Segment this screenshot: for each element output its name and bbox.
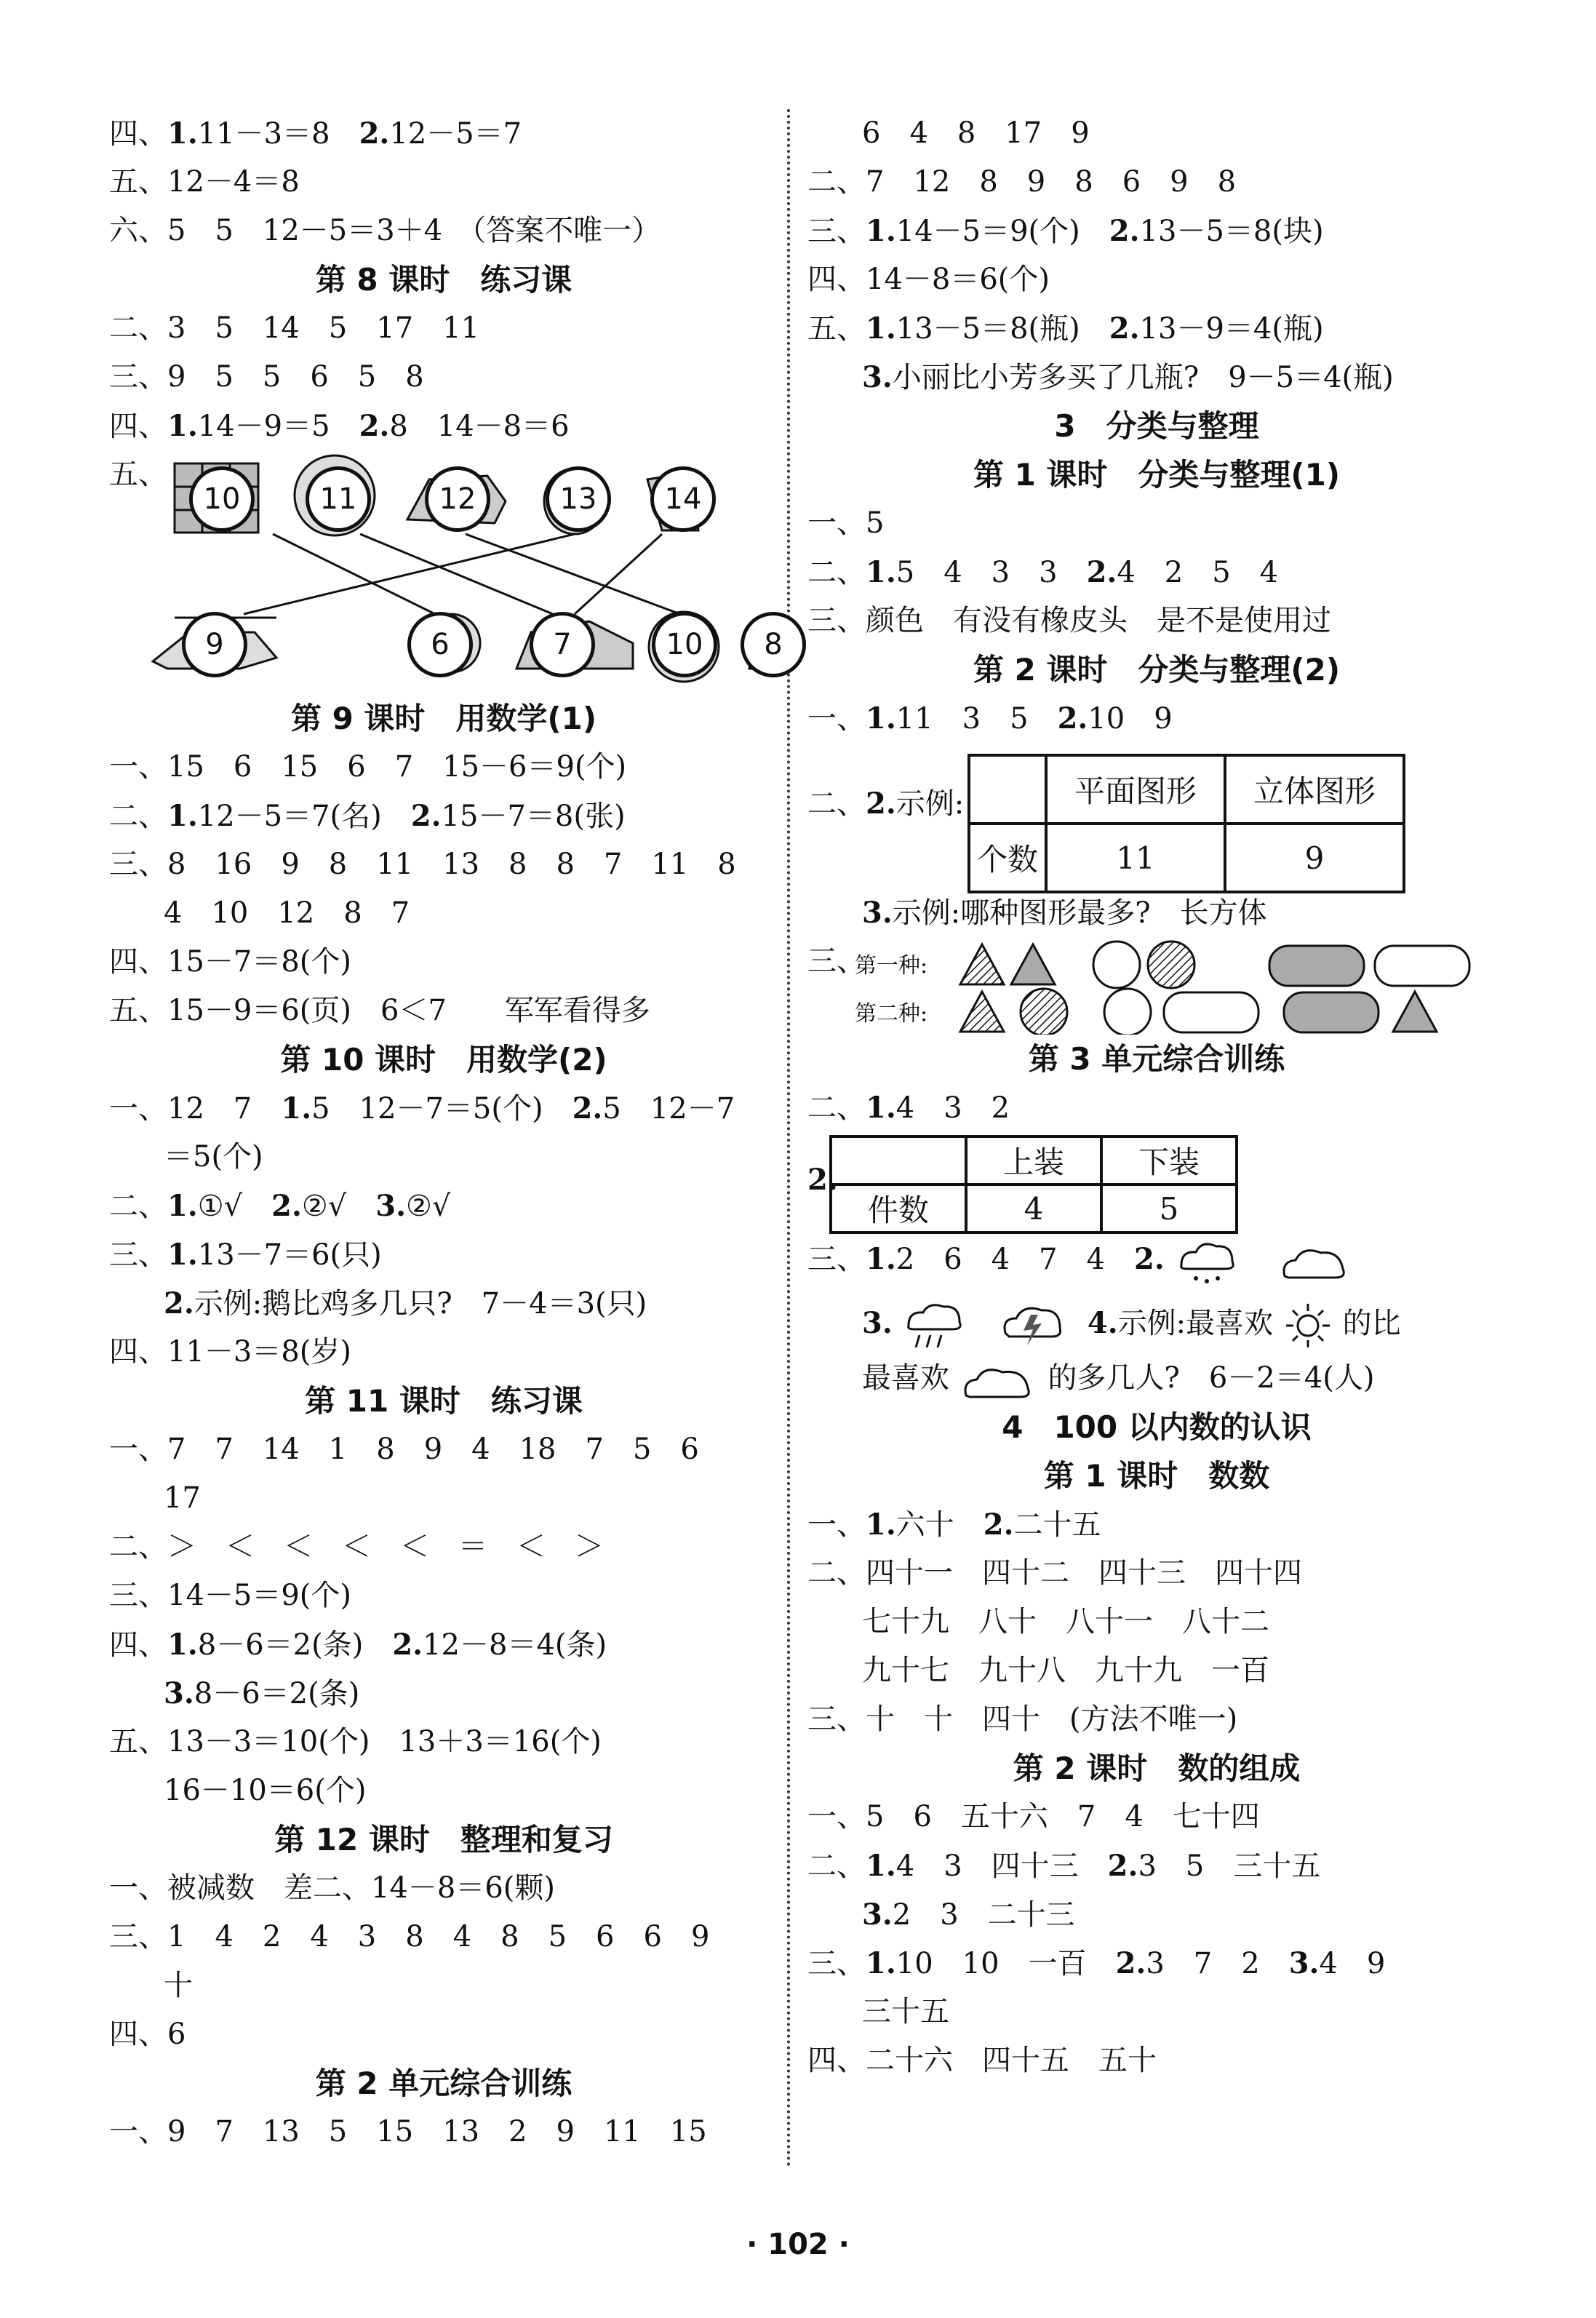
answer-line: ＝5(个) (164, 1140, 263, 1174)
answer-line: 一、12 7 1.5 12－7＝5(个) 2.5 12－7 (109, 1091, 735, 1126)
lesson-heading: 第 8 课时 练习课 (315, 262, 572, 298)
answer-line: 一、被减数 差二、14－8＝6(颗) (109, 1871, 556, 1905)
answer-line: 二、1.①√ 2.②√ 3.②√ (109, 1189, 451, 1223)
answer-line: 二、7 12 8 9 8 6 9 8 (807, 165, 1237, 199)
lesson-heading: 第 9 课时 用数学(1) (290, 701, 597, 736)
answer-line: 三、1 4 2 4 3 8 4 8 5 6 6 9 (109, 1920, 710, 1953)
table-block (807, 743, 1506, 888)
answer-line: 五、13－3＝10(个) 13＋3＝16(个) (109, 1725, 602, 1759)
answer-line: 一、9 7 13 5 15 13 2 9 11 15 (109, 2115, 707, 2148)
rubik-cube-icon: 10 (176, 455, 263, 535)
table-row-label: 个数 (969, 824, 1046, 892)
answer-line: 四、二十六 四十五 五十 (807, 2044, 1157, 2077)
answer-line: 一、1.六十 2.二十五 (807, 1508, 1101, 1542)
answer-line: 一、7 7 14 1 8 9 4 18 7 5 6 (109, 1433, 699, 1466)
column-divider (787, 109, 790, 2168)
answer-line: 四、1.14－9＝5 2.8 14－8＝6 (109, 409, 570, 443)
robot-icon: 14 (637, 455, 725, 535)
table-header: 上装 (966, 1136, 1101, 1184)
lesson-heading: 第 2 课时 分类与整理(2) (973, 652, 1341, 688)
answer-line: 二、1.5 4 3 3 2.4 2 5 4 (807, 555, 1279, 589)
car-icon: 7 (516, 600, 604, 680)
table-cell (831, 1136, 966, 1184)
answer-line: 4 10 12 8 7 (164, 896, 410, 930)
answer-line: 2.示例:鹅比鸡多几只? 7－4＝3(只) (164, 1286, 647, 1321)
lesson-heading: 第 1 课时 分类与整理(1) (973, 457, 1341, 493)
table-header: 立体图形 (1225, 755, 1404, 824)
monkey-icon: 6 (394, 600, 482, 680)
rain-cloud-icon (901, 1300, 967, 1351)
helicopter-icon: 9 (169, 600, 256, 680)
answer-line: 十 (164, 1969, 193, 2002)
answer-line: 最喜欢 的多几人? 6－2＝4(人) (807, 1354, 1506, 1403)
ball-icon: 11 (292, 455, 380, 535)
answer-line: 二、1.12－5＝7(名) 2.15－7＝8(张) (109, 799, 626, 833)
answer-line: 七十九 八十 八十一 八十二 (862, 1605, 1269, 1638)
table-header: 下装 (1101, 1136, 1237, 1184)
answer-line: 三十五 (862, 1995, 949, 2028)
answer-label: 三、 (807, 944, 866, 978)
drum-icon: 10 (639, 600, 726, 680)
answer-line: 三、8 16 9 8 11 13 8 8 7 11 8 (109, 848, 736, 881)
shape-count-table (967, 754, 1405, 893)
table-row-label: 件数 (831, 1184, 966, 1232)
answer-label: 五、 (109, 458, 167, 491)
telephone-icon: 8 (741, 600, 828, 680)
answer-line: 九十七 九十八 九十九 一百 (862, 1654, 1269, 1687)
lesson-heading: 第 1 课时 数数 (1043, 1458, 1270, 1494)
left-column (109, 109, 783, 2156)
table-cell: 9 (1225, 824, 1404, 892)
lesson-heading: 第 12 课时 整理和复习 (274, 1822, 613, 1857)
answer-line: 16－10＝6(个) (164, 1774, 367, 1807)
ship-icon: 12 (412, 455, 499, 535)
clothes-table (829, 1135, 1238, 1234)
answer-line: 三、十 十 四十 (方法不唯一) (807, 1702, 1238, 1736)
table-block (807, 1132, 1506, 1227)
table-cell: 4 (966, 1184, 1101, 1232)
answer-line: 3.2 3 二十三 (862, 1897, 1075, 1932)
kind-label: 第二种: (855, 1001, 928, 1027)
lesson-heading: 第 11 课时 练习课 (305, 1383, 583, 1419)
unit-heading: 第 3 单元综合训练 (1028, 1041, 1285, 1077)
answer-line: 四、1.8－6＝2(条) 2.12－8＝4(条) (109, 1628, 607, 1662)
answer-line: 17 (164, 1481, 201, 1515)
answer-line: 3.8－6＝2(条) (164, 1676, 360, 1710)
cloud-icon (1277, 1240, 1350, 1283)
answer-line: 3.示例:哪种图形最多? 长方体 (862, 896, 1267, 930)
answer-line: 三、1.14－5＝9(个) 2.13－5＝8(块) (807, 214, 1324, 248)
answer-line: 3. 4.示例:最喜欢 的比 (807, 1292, 1506, 1354)
answer-line: 一、5 (807, 506, 885, 540)
classification-answer (807, 937, 1506, 1035)
page-number: · 102 · (746, 2228, 850, 2261)
answer-line: 五、12－4＝8 (109, 165, 300, 199)
table-header: 平面图形 (1046, 755, 1225, 824)
unit-heading: 第 2 单元综合训练 (315, 2066, 572, 2101)
answer-line: 四、11－3＝8(岁) (109, 1335, 352, 1369)
doll-icon: 13 (532, 455, 620, 535)
answer-line: 三、14－5＝9(个) (109, 1579, 352, 1612)
answer-line: 3.小丽比小芳多买了几瓶? 9－5＝4(瓶) (862, 360, 1394, 394)
answer-line: 一、15 6 15 6 7 15－6＝9(个) (109, 750, 627, 784)
answer-line: 一、1.11 3 5 2.10 9 (807, 701, 1173, 736)
answer-line: 二、2.示例: (807, 786, 965, 821)
answer-line: 五、15－9＝6(页) 6＜7 军军看得多 (109, 994, 650, 1027)
answer-line: 二、四十一 四十二 四十三 四十四 (807, 1556, 1302, 1590)
sun-icon (1282, 1300, 1333, 1351)
answer-label: 2. (807, 1163, 838, 1197)
answer-line: 一、5 6 五十六 7 4 七十四 (807, 1800, 1260, 1833)
right-column (807, 109, 1506, 2085)
answer-line: 四、14－8＝6(个) (807, 263, 1050, 296)
answer-line: 四、1.11－3＝8 2.12－5＝7 (109, 116, 522, 151)
answer-line: 五、1.13－5＝8(瓶) 2.13－9＝4(瓶) (807, 311, 1324, 346)
answer-line: 6 4 8 17 9 (862, 116, 1090, 150)
unit-heading: 3 分类与整理 (1054, 408, 1259, 444)
answer-line: 二、1.4 3 四十三 2.3 5 三十五 (807, 1849, 1321, 1883)
answer-line: 三、1.13－7＝6(只) (109, 1238, 382, 1272)
shape-groups (807, 937, 1506, 1035)
table-cell: 11 (1046, 824, 1225, 892)
table-cell: 5 (1101, 1184, 1237, 1232)
answer-line: 二、＞ ＜ ＜ ＜ ＜ ＝ ＜ ＞ (109, 1530, 604, 1564)
answer-line: 三、9 5 5 6 5 8 (109, 360, 424, 394)
snow-cloud-icon (1174, 1236, 1240, 1287)
table-cell (969, 755, 1046, 824)
answer-line: 三、1.10 10 一百 2.3 7 2 3.4 9 (807, 1946, 1386, 1980)
unit-heading: 4 100 以内数的认识 (1002, 1409, 1312, 1445)
answer-line: 二、3 5 14 5 17 11 (109, 311, 480, 345)
cloud-icon (959, 1361, 1039, 1401)
answer-line: 二、1.4 3 2 (807, 1091, 1010, 1125)
matching-picture (109, 450, 783, 694)
answer-line: 四、15－7＝8(个) (109, 945, 352, 979)
answer-line: 三、1.2 6 4 7 4 2. (807, 1227, 1506, 1292)
answer-line: 三、颜色 有没有橡皮头 是不是使用过 (807, 604, 1331, 637)
answer-line: 四、6 (109, 2018, 186, 2051)
answer-line: 六、5 5 12－5＝3＋4 （答案不唯一） (109, 214, 661, 247)
lesson-heading: 第 10 课时 用数学(2) (280, 1042, 607, 1078)
lesson-heading: 第 2 课时 数的组成 (1013, 1751, 1301, 1786)
thunderstorm-icon (998, 1300, 1064, 1351)
kind-label: 第一种: (855, 953, 928, 979)
